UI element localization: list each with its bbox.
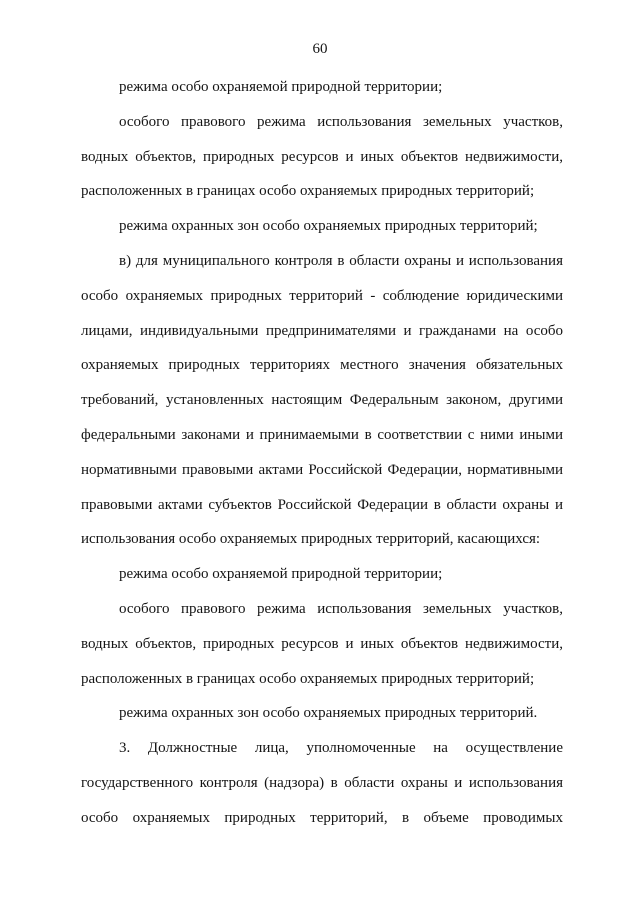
text-line: особого правового режима использования земельных участков,	[119, 600, 563, 617]
text-line: водных объектов, природных ресурсов и иных объектов недвижимости,	[81, 148, 563, 165]
text-line: федеральными законами и принимаемыми в соответствии с ними иными	[81, 426, 563, 443]
text-line: режима охранных зон особо охраняемых природных территорий.	[119, 705, 538, 722]
text-line: особого правового режима использования земельных участков,	[119, 113, 563, 130]
text-line: требований, установленных настоящим Федеральным законом, другими	[81, 392, 563, 409]
text-line: режима охранных зон особо охраняемых природных территорий;	[119, 218, 538, 235]
text-line: правовыми актами субъектов Российской Федерации в области охраны и	[81, 496, 563, 513]
text-line: 3. Должностные лица, уполномоченные на осуществление	[119, 740, 563, 757]
text-line: особо охраняемых природных территорий - соблюдение юридическими	[81, 287, 563, 304]
text-line: особо охраняемых природных территорий, в объеме проводимых	[81, 809, 563, 826]
text-line: водных объектов, природных ресурсов и иных объектов недвижимости,	[81, 635, 563, 652]
text-line: нормативными правовыми актами Российской Федерации, нормативными	[81, 461, 563, 478]
text-line: в) для муниципального контроля в области охраны и использования	[119, 252, 563, 269]
text-line: расположенных в границах особо охраняемых природных территорий;	[81, 183, 535, 200]
text-line: режима особо охраняемой природной территории;	[119, 79, 443, 95]
text-line: государственного контроля (надзора) в области охраны и использования	[81, 774, 563, 791]
page-number: 60	[312, 41, 328, 57]
text-line: режима особо охраняемой природной территории;	[119, 566, 443, 583]
body-text	[81, 70, 563, 836]
text-line: расположенных в границах особо охраняемых природных территорий;	[81, 670, 535, 687]
text-line: охраняемых природных территориях местного значения обязательных	[81, 357, 563, 374]
text-line: использования особо охраняемых природных территорий, касающихся:	[81, 531, 541, 548]
text-line: лицами, индивидуальными предпринимателями и гражданами на особо	[81, 322, 563, 339]
